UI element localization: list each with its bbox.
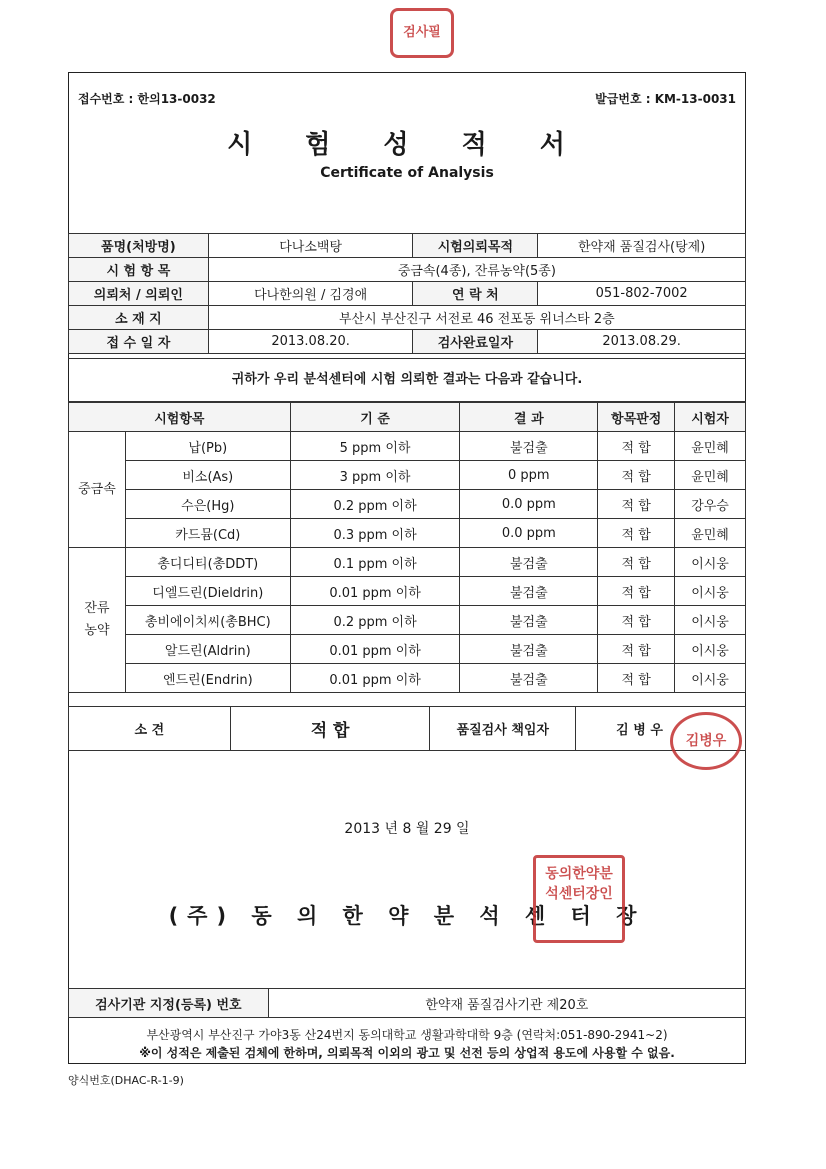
table-row: [69, 664, 746, 693]
items-value: 중금속(4종), 잔류농약(5종): [208, 258, 745, 282]
item-cell: 알드린(Aldrin): [125, 635, 290, 664]
result-cell: 불검출: [460, 606, 598, 635]
conclusion-table: [68, 706, 746, 751]
tester-cell: 윤민혜: [675, 432, 746, 461]
standard-cell: 0.01 ppm 이하: [290, 577, 460, 606]
info-table: [68, 233, 746, 354]
result-cell: 불검출: [460, 635, 598, 664]
tester-cell: 윤민혜: [675, 461, 746, 490]
tester-cell: 윤민혜: [675, 519, 746, 548]
standard-cell: 0.2 ppm 이하: [290, 490, 460, 519]
top-seal-text: 검사필: [403, 25, 441, 40]
result-cell: 0.0 ppm: [460, 490, 598, 519]
received-label: 접 수 일 자: [69, 330, 209, 354]
standard-cell: 5 ppm 이하: [290, 432, 460, 461]
receipt-number: 접수번호 : 한의13-0032: [78, 92, 216, 106]
standard-cell: 0.01 ppm 이하: [290, 664, 460, 693]
judgment-cell: 적 합: [598, 635, 675, 664]
table-row: [69, 490, 746, 519]
completed-label: 검사완료일자: [413, 330, 538, 354]
contact-value: 051-802-7002: [538, 282, 746, 306]
conclusion-value: 적 합: [230, 707, 430, 751]
issue-date: 2013 년 8 월 29 일: [344, 821, 470, 837]
table-row: [69, 606, 746, 635]
item-cell: 수은(Hg): [125, 490, 290, 519]
received-value: 2013.08.20.: [208, 330, 413, 354]
designation-value: 한약재 품질검사기관 제20호: [268, 989, 745, 1018]
item-cell: 엔드린(Endrin): [125, 664, 290, 693]
tester-cell: 이시웅: [675, 635, 746, 664]
address-value: 부산시 부산진구 서전로 46 전포동 위너스타 2층: [208, 306, 745, 330]
result-cell: 0 ppm: [460, 461, 598, 490]
footer-notice: ※이 성적은 제출된 검체에 한하며, 의뢰목적 이외의 광고 및 선전 등의 상업적 용도에 사용할 수 없음.: [139, 1046, 675, 1060]
designation-table: [68, 988, 746, 1018]
organization-seal-text: 동의한약분석센터장인: [545, 866, 613, 902]
items-label: 시 험 항 목: [69, 258, 209, 282]
tester-cell: 이시웅: [675, 664, 746, 693]
product-label: 품명(처방명): [69, 234, 209, 258]
item-cell: 납(Pb): [125, 432, 290, 461]
standard-cell: 0.01 ppm 이하: [290, 635, 460, 664]
form-number: 양식번호(DHAC-R-1-9): [68, 1074, 184, 1087]
judgment-cell: 적 합: [598, 461, 675, 490]
footer-address: 부산광역시 부산진구 가야3동 산24번지 동의대학교 생활과학대학 9층 (연락처:051-890-2941~2): [146, 1028, 668, 1042]
judgment-cell: 적 합: [598, 519, 675, 548]
table-row: [69, 577, 746, 606]
product-value: 다나소백탕: [208, 234, 413, 258]
header-cell: 시험항목: [69, 403, 291, 432]
judgment-cell: 적 합: [598, 490, 675, 519]
tester-cell: 이시웅: [675, 606, 746, 635]
judgment-cell: 적 합: [598, 432, 675, 461]
judgment-cell: 적 합: [598, 606, 675, 635]
purpose-value: 한약재 품질검사(탕제): [538, 234, 746, 258]
header-cell: 항목판정: [598, 403, 675, 432]
result-cell: 불검출: [460, 432, 598, 461]
standard-cell: 0.1 ppm 이하: [290, 548, 460, 577]
result-cell: 불검출: [460, 577, 598, 606]
organization-name: (주) 동 의 한 약 분 석 센 터 장: [168, 904, 646, 928]
header-cell: 결 과: [460, 403, 598, 432]
header-cell: 기 준: [290, 403, 460, 432]
group-cell: 잔류 농약: [69, 548, 126, 693]
completed-value: 2013.08.29.: [538, 330, 746, 354]
address-label: 소 재 지: [69, 306, 209, 330]
item-cell: 카드뮴(Cd): [125, 519, 290, 548]
tester-cell: 강우승: [675, 490, 746, 519]
judgment-cell: 적 합: [598, 548, 675, 577]
item-cell: 총디디티(총DDT): [125, 548, 290, 577]
table-row: [69, 461, 746, 490]
standard-cell: 0.2 ppm 이하: [290, 606, 460, 635]
manager-name: 김 병 우: [576, 707, 746, 751]
result-cell: 불검출: [460, 664, 598, 693]
header-cell: 시험자: [675, 403, 746, 432]
result-cell: 0.0 ppm: [460, 519, 598, 548]
item-cell: 총비에이치씨(총BHC): [125, 606, 290, 635]
result-cell: 불검출: [460, 548, 598, 577]
table-row: [69, 548, 746, 577]
client-value: 다나한의원 / 김경애: [208, 282, 413, 306]
item-cell: 비소(As): [125, 461, 290, 490]
contact-label: 연 락 처: [413, 282, 538, 306]
judgment-cell: 적 합: [598, 577, 675, 606]
document-subtitle: Certificate of Analysis: [320, 165, 494, 181]
document-title: 시 험 성 적 서: [227, 130, 587, 160]
manager-seal-text: 김병우: [685, 733, 727, 749]
table-row: [69, 432, 746, 461]
standard-cell: 3 ppm 이하: [290, 461, 460, 490]
organization-seal-stamp: [533, 855, 625, 943]
standard-cell: 0.3 ppm 이하: [290, 519, 460, 548]
item-cell: 디엘드린(Dieldrin): [125, 577, 290, 606]
judgment-cell: 적 합: [598, 664, 675, 693]
table-row: [69, 519, 746, 548]
results-table: [68, 402, 746, 693]
group-cell: 중금속: [69, 432, 126, 548]
tester-cell: 이시웅: [675, 577, 746, 606]
top-seal-stamp: [390, 8, 454, 58]
greeting-text: 귀하가 우리 분석센터에 시험 의뢰한 결과는 다음과 같습니다.: [68, 358, 746, 402]
conclusion-label: 소 견: [69, 707, 231, 751]
purpose-label: 시험의뢰목적: [413, 234, 538, 258]
table-row: [69, 635, 746, 664]
manager-label: 품질검사 책임자: [430, 707, 576, 751]
designation-label: 검사기관 지정(등록) 번호: [69, 989, 269, 1018]
footer-address-block: [68, 1026, 746, 1062]
client-label: 의뢰처 / 의뢰인: [69, 282, 209, 306]
issue-number: 발급번호 : KM-13-0031: [595, 92, 736, 106]
manager-seal-stamp: [670, 712, 742, 770]
tester-cell: 이시웅: [675, 548, 746, 577]
